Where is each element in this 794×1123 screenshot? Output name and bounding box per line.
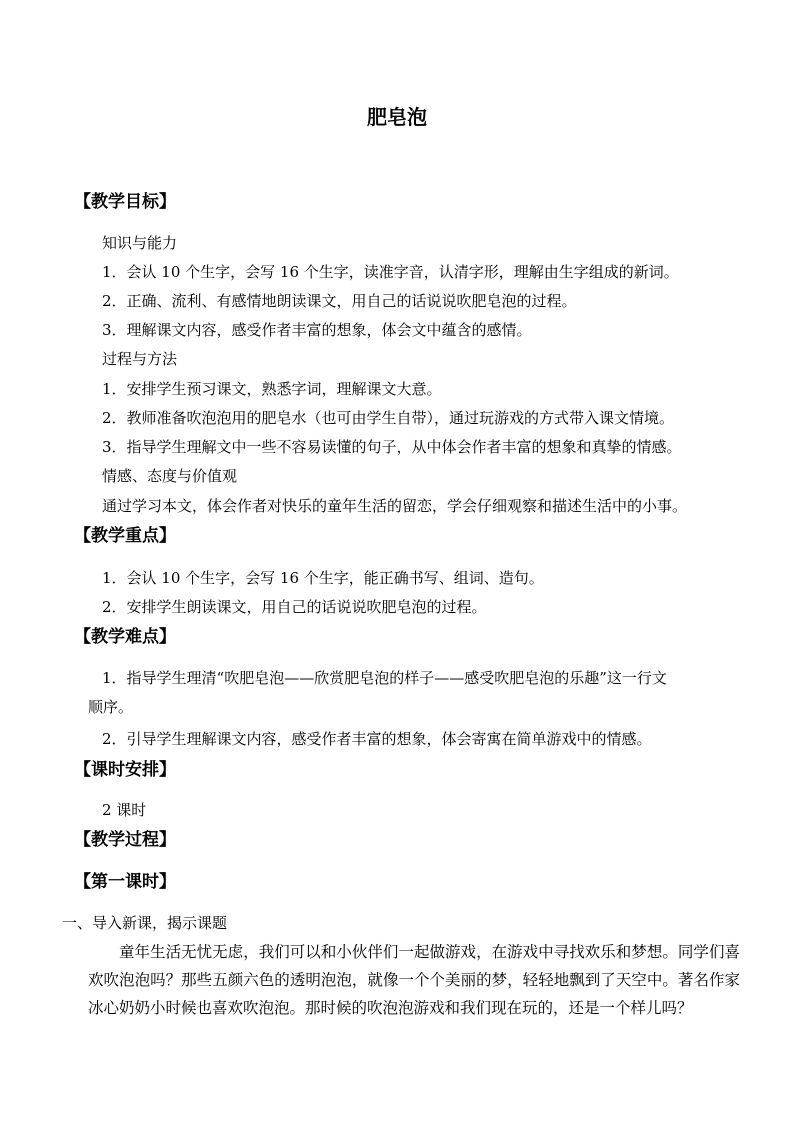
- difficulty-2: 2．引导学生理解课文内容，感受作者丰富的想象，体会寄寓在简单游戏中的情感。: [102, 730, 652, 748]
- section-heading-lesson1: 【第一课时】: [74, 872, 176, 892]
- goal-process-1: 1．安排学生预习课文，熟悉字词，理解课文大意。: [102, 380, 442, 398]
- difficulty-1-line1: 1．指导学生理清“吹肥皂泡——欣赏肥皂泡的样子——感受吹肥皂泡的乐趣”这一行文: [102, 669, 667, 687]
- goal-emotion-1: 通过学习本文，体会作者对快乐的童年生活的留恋，学会仔细观察和描述生活中的小事。: [102, 497, 688, 515]
- goal-knowledge-1: 1．会认 10 个生字，会写 16 个生字，读准字音，认清字形，理解由生字组成的新词。: [102, 263, 679, 281]
- lesson1-intro-paragraph: 童年生活无忧无虑，我们可以和小伙伴们一起做游戏，在游戏中寻找欢乐和梦想。同学们喜欢吹泡泡吗？那些五颜六色的透明泡泡，就像一个个美丽的梦，轻轻地飘到了天空中。著名作家冰心奶奶小时候也喜欢吹泡泡。那时候的吹泡泡游戏和我们现在玩的，还是一个样儿吗？: [88, 943, 740, 1017]
- keypoint-2: 2．安排学生朗读课文，用自己的话说说吹肥皂泡的过程。: [102, 598, 487, 616]
- section-heading-schedule: 【课时安排】: [74, 760, 176, 780]
- section-heading-difficulties: 【教学难点】: [74, 627, 176, 647]
- subheading-knowledge: 知识与能力: [102, 234, 178, 252]
- keypoint-1: 1．会认 10 个生字，会写 16 个生字，能正确书写、组词、造句。: [102, 569, 544, 587]
- difficulty-1-line2: 顺序。: [88, 698, 134, 716]
- section-heading-keypoints: 【教学重点】: [74, 526, 176, 546]
- goal-knowledge-3: 3．理解课文内容，感受作者丰富的想象，体会文中蕴含的感情。: [102, 321, 532, 339]
- schedule-value: 2 课时: [102, 801, 147, 819]
- lesson1-step1-title: 一、导入新课，揭示课题: [62, 914, 228, 932]
- document-title: 肥皂泡: [367, 105, 427, 129]
- section-heading-goals: 【教学目标】: [74, 192, 176, 212]
- subheading-process-method: 过程与方法: [102, 350, 178, 368]
- subheading-emotion: 情感、态度与价值观: [102, 467, 238, 485]
- goal-knowledge-2: 2．正确、流利、有感情地朗读课文，用自己的话说说吹肥皂泡的过程。: [102, 292, 577, 310]
- goal-process-3: 3．指导学生理解文中一些不容易读懂的句子，从中体会作者丰富的想象和真挚的情感。: [102, 438, 682, 456]
- section-heading-process: 【教学过程】: [74, 830, 176, 850]
- goal-process-2: 2．教师准备吹泡泡用的肥皂水（也可由学生自带），通过玩游戏的方式带入课文情境。: [102, 409, 675, 427]
